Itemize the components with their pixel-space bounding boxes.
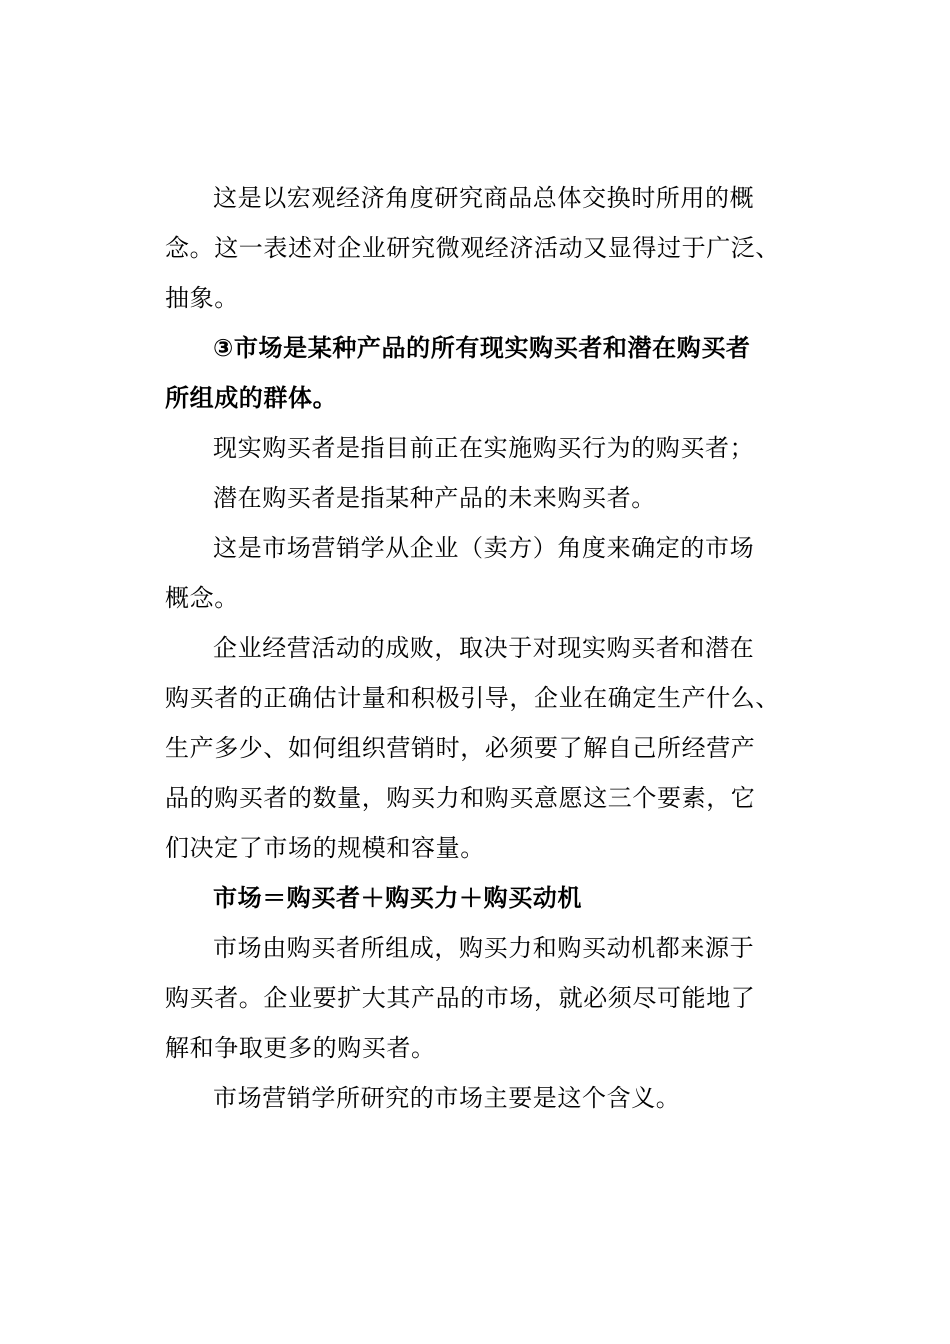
paragraph-4-line-1: 市场由购买者所组成，购买力和购买动机都来源于 xyxy=(213,934,755,962)
potential-buyer-definition: 潜在购买者是指某种产品的未来购买者。 xyxy=(213,484,656,512)
market-formula: 市场＝购买者＋购买力＋购买动机 xyxy=(213,884,582,912)
paragraph-3-line-2: 购买者的正确估计量和积极引导，企业在确定生产什么、 xyxy=(165,684,780,712)
definition-3-line-1: ③市场是某种产品的所有现实购买者和潜在购买者 xyxy=(213,334,751,362)
paragraph-3-line-3: 生产多少、如何组织营销时，必须要了解自己所经营产 xyxy=(165,734,756,762)
paragraph-3-line-4: 品的购买者的数量，购买力和购买意愿这三个要素，它 xyxy=(165,784,756,812)
paragraph-4-line-3: 解和争取更多的购买者。 xyxy=(165,1034,436,1062)
paragraph-3-line-5: 们决定了市场的规模和容量。 xyxy=(165,834,485,862)
actual-buyer-definition: 现实购买者是指目前正在实施购买行为的购买者； xyxy=(213,434,755,462)
paragraph-1-line-1: 这是以宏观经济角度研究商品总体交换时所用的概 xyxy=(213,184,755,212)
paragraph-1-line-2: 念。这一表述对企业研究微观经济活动又显得过于广泛、 xyxy=(165,234,780,262)
definition-3-line-2: 所组成的群体。 xyxy=(165,384,338,412)
paragraph-3-line-1: 企业经营活动的成败，取决于对现实购买者和潜在 xyxy=(213,634,755,662)
paragraph-2-line-2: 概念。 xyxy=(165,584,239,612)
paragraph-5-line-1: 市场营销学所研究的市场主要是这个含义。 xyxy=(213,1084,681,1112)
paragraph-1-line-3: 抽象。 xyxy=(165,284,239,312)
paragraph-4-line-2: 购买者。企业要扩大其产品的市场，就必须尽可能地了 xyxy=(165,984,756,1012)
paragraph-2-line-1: 这是市场营销学从企业（卖方）角度来确定的市场 xyxy=(213,534,755,562)
